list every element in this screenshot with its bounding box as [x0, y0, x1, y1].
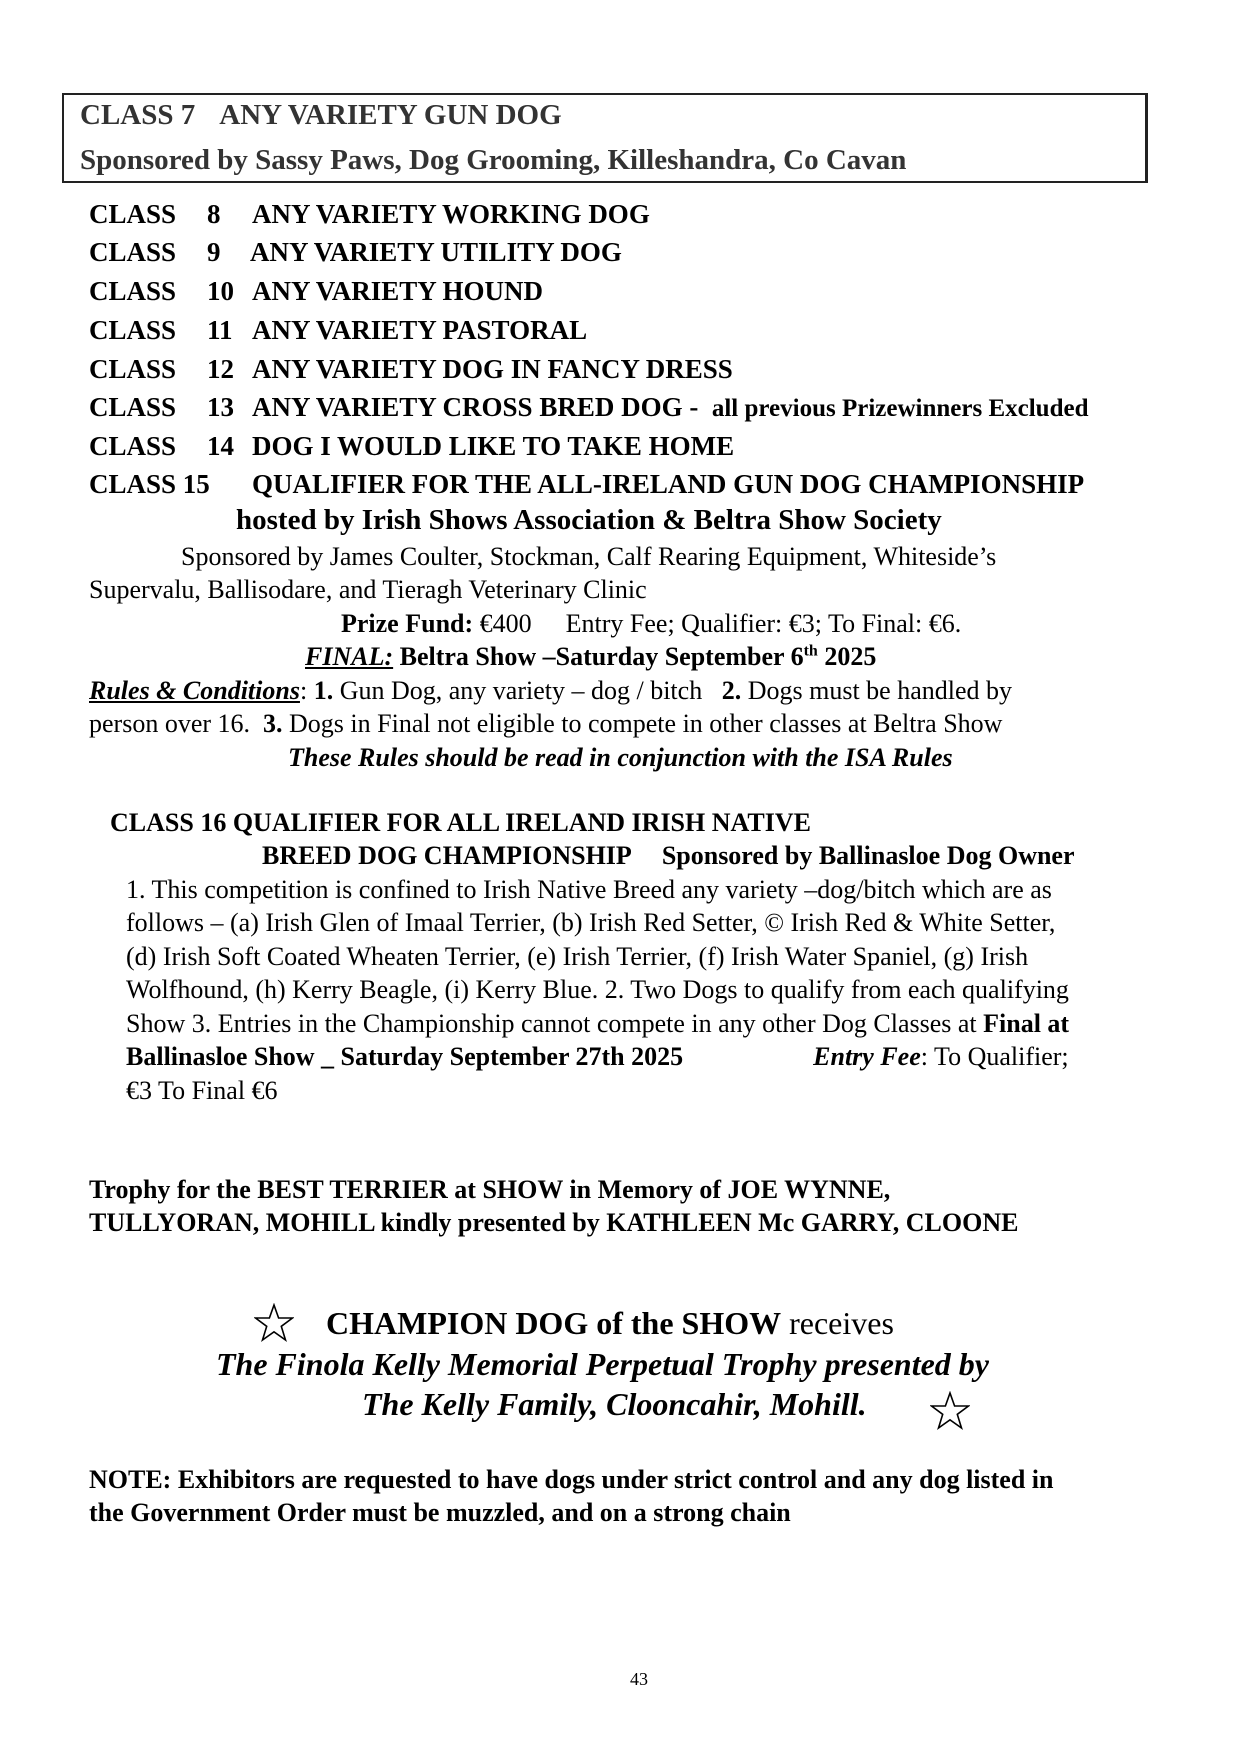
class16-body-line: follows – (a) Irish Glen of Imaal Terrier, (b) Irish Red Setter, © Irish Red & White Setter,: [126, 908, 1056, 937]
class16-body-line: Wolfhound, (h) Kerry Beagle, (i) Kerry Blue. 2. Two Dogs to qualify from each qualifying: [126, 975, 1069, 1004]
class15-sponsor-line1: Sponsored by James Coulter, Stockman, Calf Rearing Equipment, Whiteside’s: [181, 542, 997, 571]
class15-prize-line: Prize Fund: €400 Entry Fee; Qualifier: €3; To Final: €6.: [341, 609, 962, 638]
class7-sponsor: Sponsored by Sassy Paws, Dog Grooming, Killeshandra, Co Cavan: [80, 144, 907, 176]
class15-sponsor-line2: Supervalu, Ballisodare, and Tieragh Veterinary Clinic: [89, 575, 647, 604]
class15-rules-line1: Rules & Conditions: 1. Gun Dog, any variety – dog / bitch 2. Dogs must be handled by: [89, 676, 1013, 705]
class-line: CLASS 13 ANY VARIETY CROSS BRED DOG - all previous Prizewinners Excluded: [89, 392, 1089, 422]
page-number: 43: [630, 1669, 648, 1689]
class15-heading: CLASS 15 QUALIFIER FOR THE ALL-IRELAND GUN DOG CHAMPIONSHIP: [89, 469, 1085, 499]
class7-box: [62, 93, 1148, 183]
class15-hosted: hosted by Irish Shows Association & Beltra Show Society: [236, 504, 942, 536]
class16-body-line: €3 To Final €6: [126, 1076, 278, 1105]
class15-isa-note: These Rules should be read in conjunction with the ISA Rules: [288, 743, 953, 772]
class-line: CLASS 10 ANY VARIETY HOUND: [89, 276, 544, 306]
class16-body-line: (d) Irish Soft Coated Wheaten Terrier, (e) Irish Terrier, (f) Irish Water Spaniel, (g) Irish: [126, 942, 1029, 971]
class16-body-line: 1. This competition is confined to Irish Native Breed any variety –dog/bitch which are as: [126, 875, 1052, 904]
class-line: CLASS 12 ANY VARIETY DOG IN FANCY DRESS: [89, 354, 733, 384]
champion-family-line: The Kelly Family, Clooncahir, Mohill.: [362, 1386, 867, 1422]
class15-rules-line2: person over 16. 3. Dogs in Final not eligible to compete in other classes at Beltra Show: [89, 709, 1003, 738]
class-line: CLASS 8 ANY VARIETY WORKING DOG: [89, 199, 650, 229]
star-icon: [930, 1391, 970, 1431]
champion-trophy-line: The Finola Kelly Memorial Perpetual Trophy presented by: [216, 1346, 989, 1382]
class7-heading: CLASS 7 ANY VARIETY GUN DOG: [80, 99, 562, 131]
class16-body-line: Show 3. Entries in the Championship cannot compete in any other Dog Classes at Final at: [126, 1009, 1070, 1038]
note-line2: the Government Order must be muzzled, and on a strong chain: [89, 1498, 791, 1527]
class-line: CLASS 14 DOG I WOULD LIKE TO TAKE HOME: [89, 431, 735, 461]
class-line: CLASS 11 ANY VARIETY PASTORAL: [89, 315, 588, 345]
class16-heading: CLASS 16 QUALIFIER FOR ALL IRELAND IRISH NATIVE: [110, 808, 811, 837]
class-line: CLASS 9 ANY VARIETY UTILITY DOG: [89, 237, 622, 267]
star-icon: [254, 1303, 294, 1343]
class16-heading-line2: BREED DOG CHAMPIONSHIP Sponsored by Ballinasloe Dog Owner: [262, 841, 1075, 870]
note-line1: NOTE: Exhibitors are requested to have dogs under strict control and any dog listed in: [89, 1465, 1054, 1494]
class15-final-line: FINAL: Beltra Show –Saturday September 6th 2025: [305, 642, 877, 671]
terrier-trophy-line1: Trophy for the BEST TERRIER at SHOW in Memory of JOE WYNNE,: [89, 1175, 891, 1204]
terrier-trophy-line2: TULLYORAN, MOHILL kindly presented by KATHLEEN Mc GARRY, CLOONE: [89, 1208, 1019, 1237]
class16-body-line: Ballinasloe Show _ Saturday September 27th 2025 Entry Fee: To Qualifier;: [126, 1042, 1069, 1071]
champion-heading: CHAMPION DOG of the SHOW receives: [326, 1305, 894, 1341]
